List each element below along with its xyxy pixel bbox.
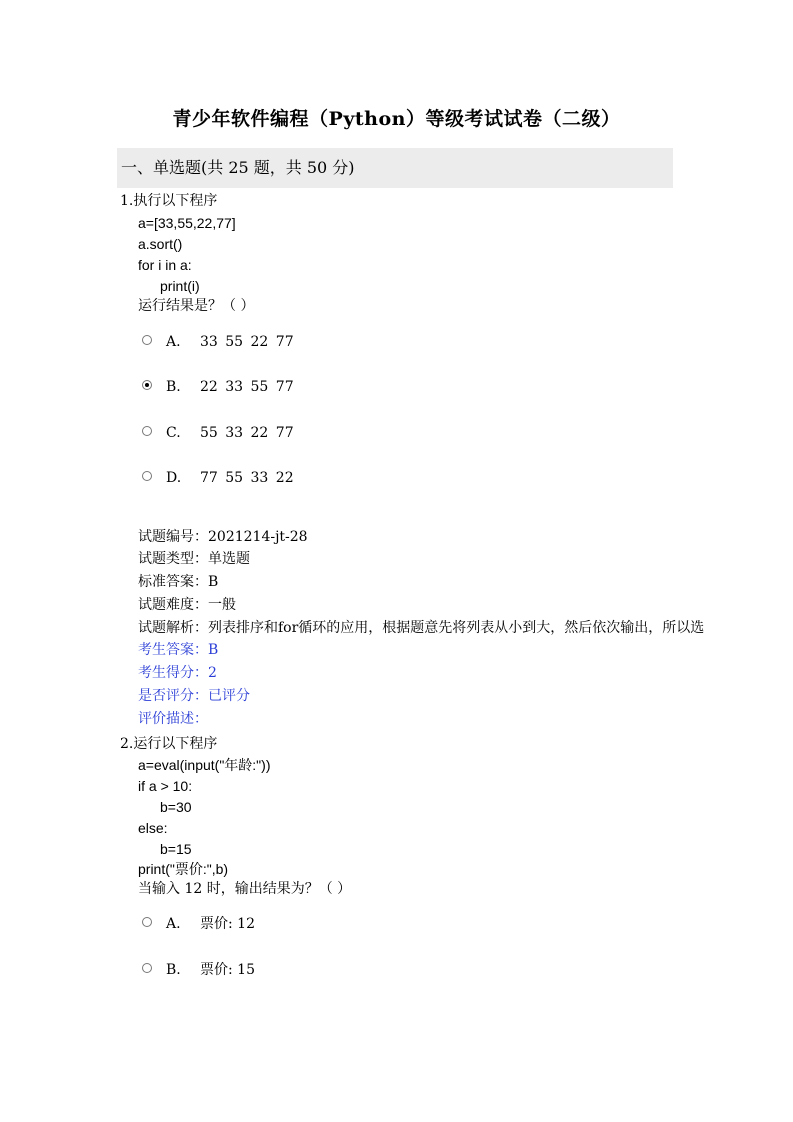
radio-checked-icon[interactable] xyxy=(142,380,152,390)
section-header: 一、单选题(共 25 题，共 50 分) xyxy=(117,148,673,188)
q2-code-line-4: else: xyxy=(138,820,168,836)
option-letter: C. xyxy=(166,425,181,441)
option-letter: A. xyxy=(166,916,181,932)
radio-icon[interactable] xyxy=(142,917,152,927)
q2-question: 当输入 12 时，输出结果为？（ ） xyxy=(138,881,352,897)
q1-evaluation: 评价描述： xyxy=(138,711,208,727)
radio-icon[interactable] xyxy=(142,426,152,436)
q1-student-score: 考生得分：2 xyxy=(138,665,217,681)
q1-student-answer: 考生答案：B xyxy=(138,642,219,658)
option-letter: D. xyxy=(166,470,182,486)
q1-code-line-1: a=[33,55,22,77] xyxy=(138,215,236,231)
option-letter: B. xyxy=(166,379,181,395)
q1-meta-analysis: 试题解析：列表排序和for循环的应用，根据题意先将列表从小到大，然后依次输出，所以选 xyxy=(138,620,705,636)
q1-prompt: 1.执行以下程序 xyxy=(120,193,218,209)
q1-option-a[interactable] xyxy=(142,332,294,352)
option-text: 票价: 15 xyxy=(200,962,255,978)
q1-question: 运行结果是？（ ） xyxy=(138,298,255,314)
option-text: 77 55 33 22 xyxy=(200,470,294,486)
q1-grading-status: 是否评分：已评分 xyxy=(138,688,250,704)
q2-code-line-1: a=eval(input("年龄:")) xyxy=(138,757,271,773)
q1-code-line-3: for i in a: xyxy=(138,257,192,273)
option-text: 票价: 12 xyxy=(200,916,255,932)
q1-meta-difficulty: 试题难度：一般 xyxy=(138,597,236,613)
option-text: 55 33 22 77 xyxy=(200,425,294,441)
option-text: 33 55 22 77 xyxy=(200,334,294,350)
q1-code-line-4: print(i) xyxy=(160,278,200,294)
q1-option-b[interactable] xyxy=(142,377,294,397)
radio-icon[interactable] xyxy=(142,963,152,973)
q2-code-line-3: b=30 xyxy=(160,799,192,815)
option-letter: A. xyxy=(166,334,181,350)
q1-meta-type: 试题类型：单选题 xyxy=(138,551,250,567)
radio-icon[interactable] xyxy=(142,471,152,481)
q1-meta-answer: 标准答案：B xyxy=(138,574,219,590)
q1-code-line-2: a.sort() xyxy=(138,236,183,252)
q1-meta-id: 试题编号：2021214-jt-28 xyxy=(138,529,308,545)
radio-icon[interactable] xyxy=(142,335,152,345)
q2-code-line-2: if a > 10: xyxy=(138,778,193,794)
option-letter: B. xyxy=(166,962,181,978)
q2-prompt: 2.运行以下程序 xyxy=(120,736,218,752)
q2-code-line-6: print("票价:",b) xyxy=(138,861,229,877)
q1-option-d[interactable] xyxy=(142,468,294,488)
q2-option-b[interactable] xyxy=(142,960,255,980)
q1-option-c[interactable] xyxy=(142,423,294,443)
q2-code-line-5: b=15 xyxy=(160,841,192,857)
exam-title: 青少年软件编程（Python）等级考试试卷（二级） xyxy=(172,108,621,130)
q2-option-a[interactable] xyxy=(142,914,255,934)
option-text: 22 33 55 77 xyxy=(200,379,294,395)
